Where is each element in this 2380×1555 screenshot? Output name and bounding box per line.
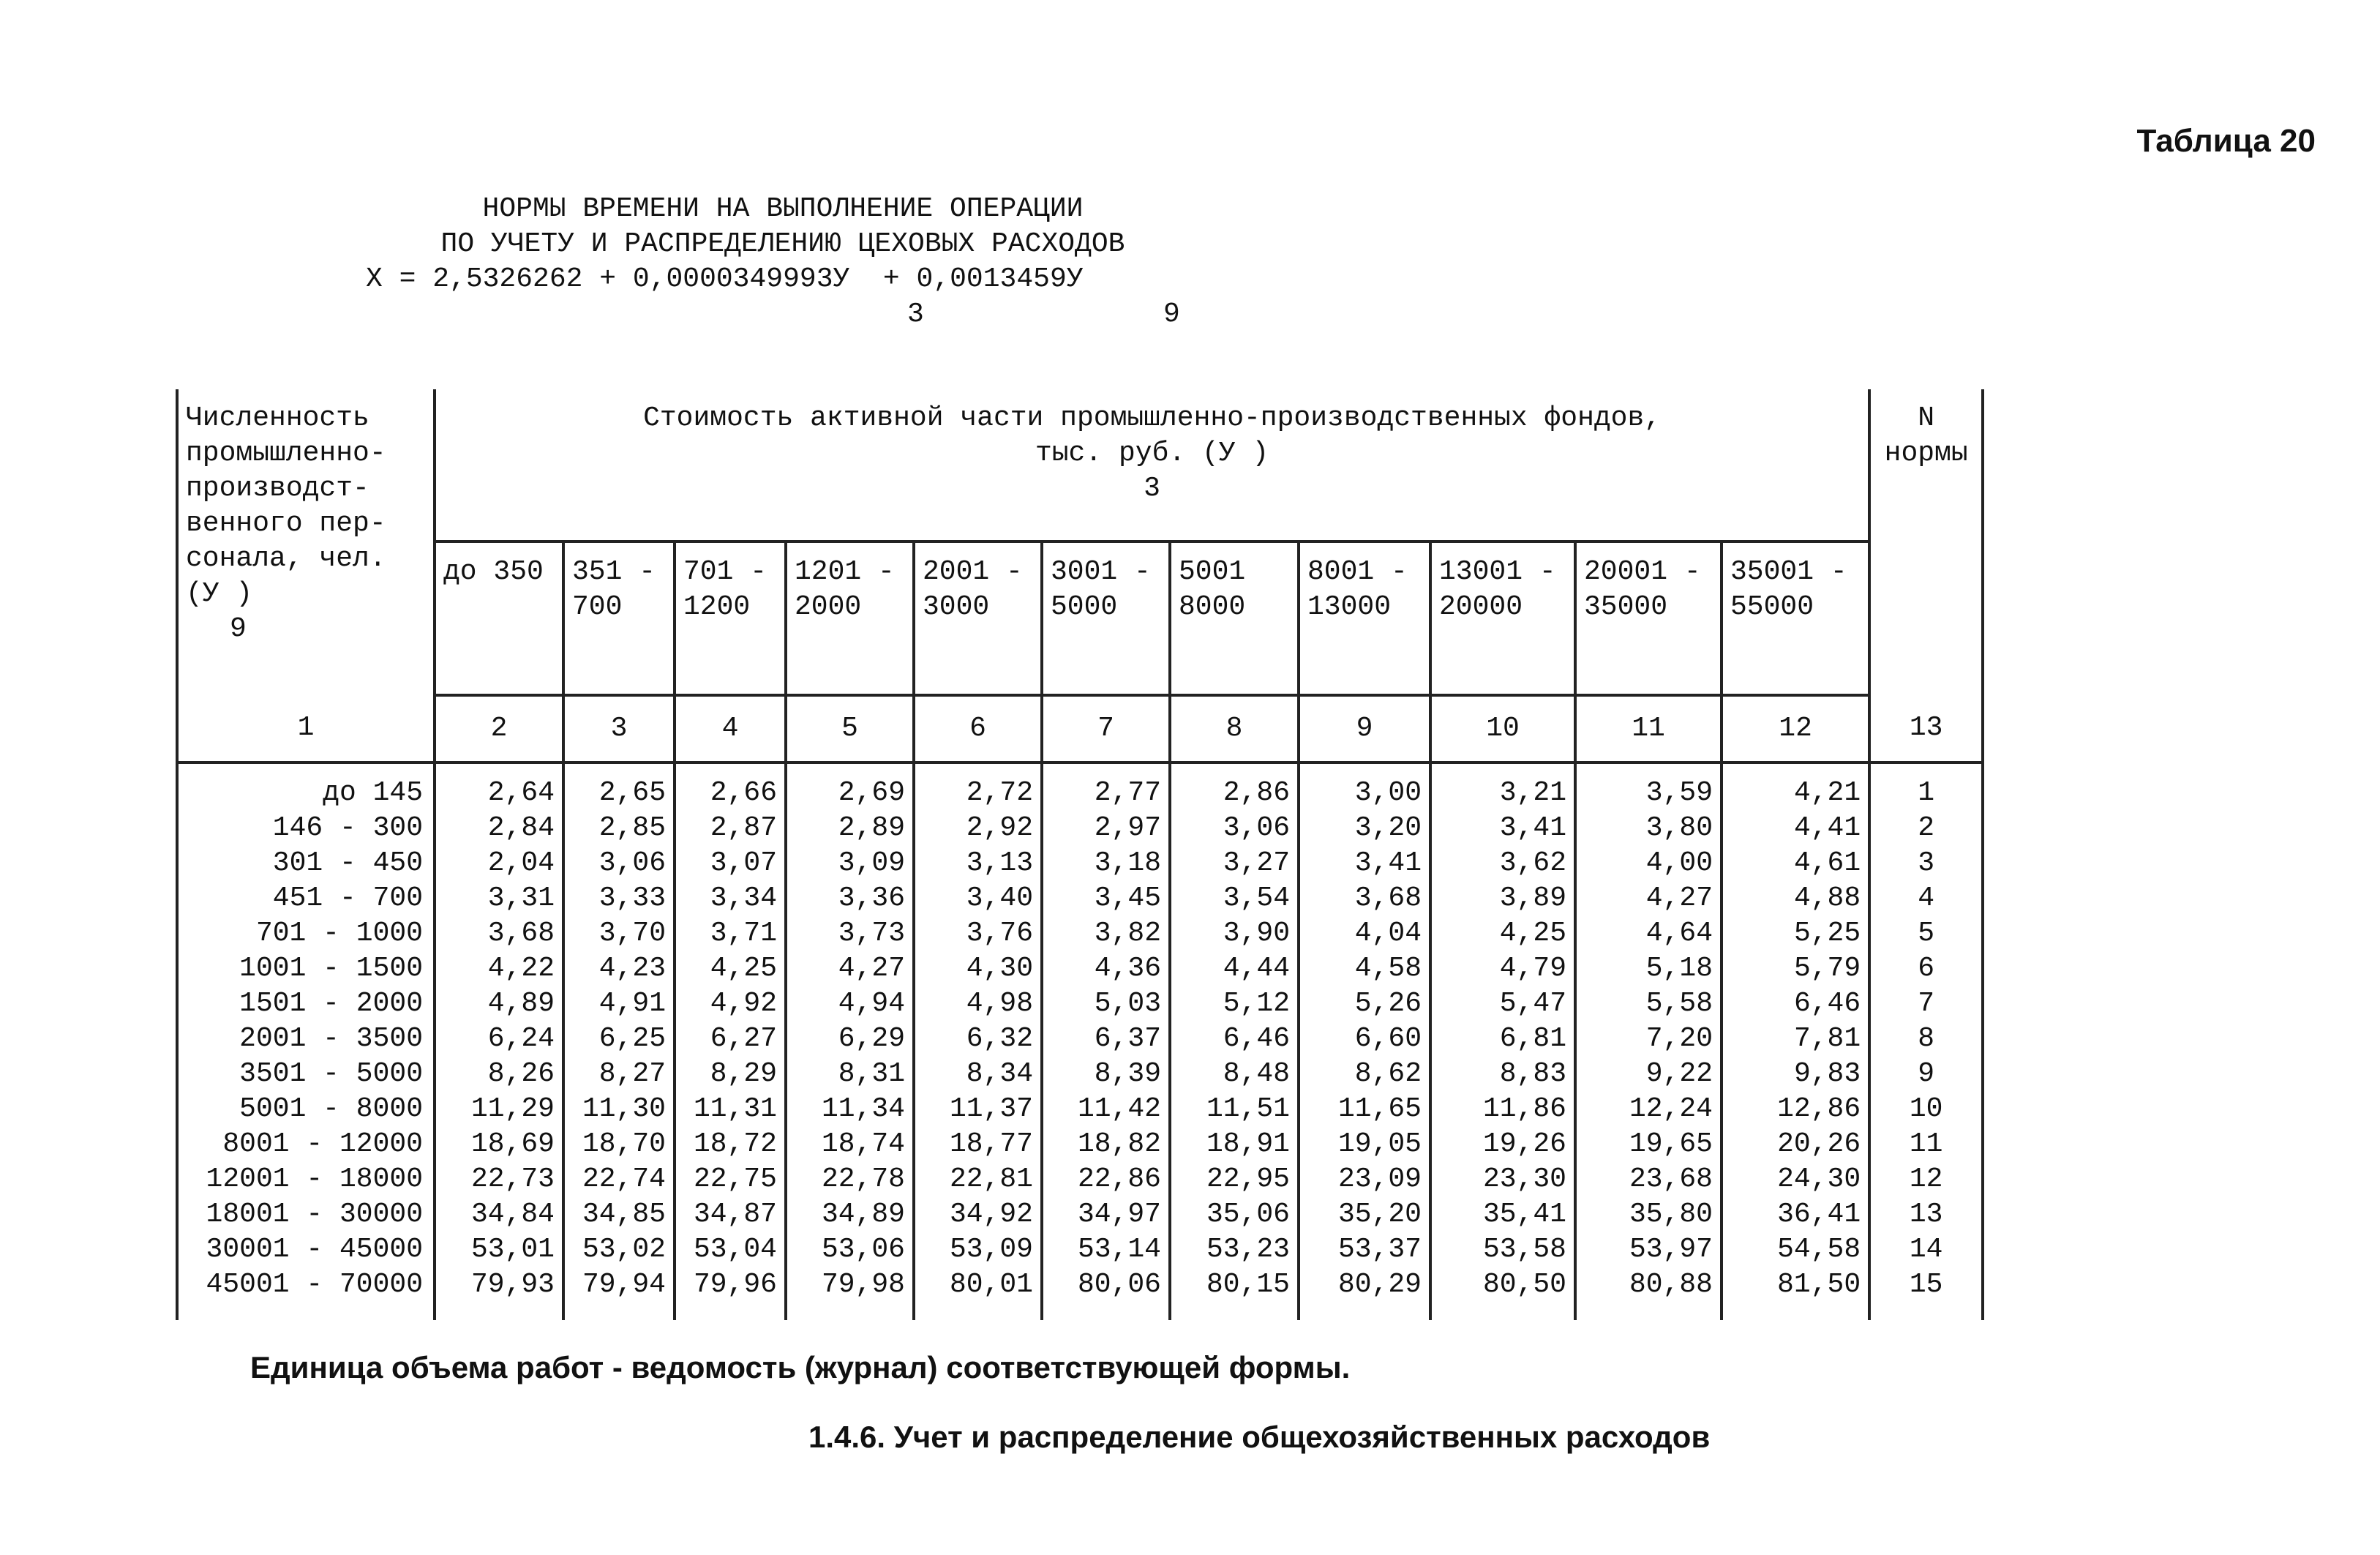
value-cell: 11,86 [1430, 1092, 1575, 1127]
value-cell: 4,41 [1722, 811, 1869, 846]
value-cell: 2,84 [435, 811, 563, 846]
norm-number: 9 [1869, 1057, 1983, 1092]
column-number: 4 [675, 695, 786, 762]
value-cell: 22,75 [675, 1162, 786, 1197]
value-range-header-row [177, 542, 1983, 695]
value-cell: 35,20 [1299, 1197, 1430, 1232]
value-cell: 4,89 [435, 986, 563, 1022]
value-cell: 3,70 [563, 916, 675, 951]
value-cell: 53,02 [563, 1232, 675, 1267]
value-cell: 4,36 [1042, 951, 1170, 986]
value-cell: 4,92 [675, 986, 786, 1022]
column-number: 3 [563, 695, 675, 762]
value-cell: 53,37 [1299, 1232, 1430, 1267]
column-number: 8 [1170, 695, 1299, 762]
value-cell: 22,78 [786, 1162, 914, 1197]
table-row [177, 1197, 1983, 1232]
value-cell: 19,26 [1430, 1127, 1575, 1162]
value-cell: 23,68 [1575, 1162, 1722, 1197]
value-cell: 24,30 [1722, 1162, 1869, 1197]
norm-number: 3 [1869, 846, 1983, 881]
row-label: 30001 - 45000 [177, 1232, 435, 1267]
value-cell: 3,76 [914, 916, 1042, 951]
table-row [177, 846, 1983, 881]
value-cell: 4,23 [563, 951, 675, 986]
row-label: 3501 - 5000 [177, 1057, 435, 1092]
value-cell: 8,83 [1430, 1057, 1575, 1092]
value-cell: 80,88 [1575, 1267, 1722, 1320]
value-cell: 11,34 [786, 1092, 914, 1127]
value-cell: 53,58 [1430, 1232, 1575, 1267]
value-cell: 4,44 [1170, 951, 1299, 986]
value-cell: 3,90 [1170, 916, 1299, 951]
value-cell: 6,46 [1722, 986, 1869, 1022]
value-cell: 53,01 [435, 1232, 563, 1267]
value-range-header: 5001 8000 [1170, 542, 1299, 695]
value-cell: 35,06 [1170, 1197, 1299, 1232]
value-cell: 53,04 [675, 1232, 786, 1267]
value-cell: 36,41 [1722, 1197, 1869, 1232]
value-cell: 4,00 [1575, 846, 1722, 881]
value-cell: 3,13 [914, 846, 1042, 881]
value-cell: 2,86 [1170, 762, 1299, 811]
table-row [177, 916, 1983, 951]
value-cell: 4,22 [435, 951, 563, 986]
value-cell: 23,09 [1299, 1162, 1430, 1197]
value-cell: 22,81 [914, 1162, 1042, 1197]
value-range-header: 351 - 700 [563, 542, 675, 695]
value-cell: 2,65 [563, 762, 675, 811]
value-header-line-1: Стоимость активной части промышленно-производственных фондов, [643, 402, 1662, 434]
column-number: 7 [1042, 695, 1170, 762]
column-number: 5 [786, 695, 914, 762]
value-cell: 18,82 [1042, 1127, 1170, 1162]
value-cell: 3,71 [675, 916, 786, 951]
value-cell: 3,09 [786, 846, 914, 881]
row-header-text: Численность промышленно-производст-венного пер-сонала, чел. (У ) [186, 402, 386, 610]
value-cell: 34,89 [786, 1197, 914, 1232]
value-header-line-2: тыс. руб. (У ) [1035, 438, 1269, 469]
row-label: до 145 [177, 762, 435, 811]
column-number: 2 [435, 695, 563, 762]
row-label: 451 - 700 [177, 881, 435, 916]
value-cell: 34,97 [1042, 1197, 1170, 1232]
norm-number: 7 [1869, 986, 1983, 1022]
value-cell: 80,06 [1042, 1267, 1170, 1320]
value-cell: 3,82 [1042, 916, 1170, 951]
value-cell: 3,33 [563, 881, 675, 916]
table-row [177, 1057, 1983, 1092]
value-cell: 4,25 [1430, 916, 1575, 951]
value-cell: 5,18 [1575, 951, 1722, 986]
table-row [177, 1127, 1983, 1162]
value-cell: 22,86 [1042, 1162, 1170, 1197]
value-cell: 6,32 [914, 1022, 1042, 1057]
norm-number: 1 [1869, 762, 1983, 811]
value-cell: 53,97 [1575, 1232, 1722, 1267]
value-cell: 6,46 [1170, 1022, 1299, 1057]
value-cell: 2,85 [563, 811, 675, 846]
row-label: 12001 - 18000 [177, 1162, 435, 1197]
value-cell: 4,21 [1722, 762, 1869, 811]
value-cell: 3,68 [1299, 881, 1430, 916]
value-cell: 6,29 [786, 1022, 914, 1057]
value-cell: 2,72 [914, 762, 1042, 811]
table-row [177, 1267, 1983, 1320]
value-cell: 4,98 [914, 986, 1042, 1022]
value-range-header: 13001 - 20000 [1430, 542, 1575, 695]
row-header-subscript: 9 [230, 613, 247, 645]
norms-table [176, 389, 1984, 1320]
value-cell: 2,77 [1042, 762, 1170, 811]
value-cell: 19,65 [1575, 1127, 1722, 1162]
value-cell: 80,01 [914, 1267, 1042, 1320]
value-header-subscript: 3 [1144, 473, 1160, 504]
value-cell: 3,54 [1170, 881, 1299, 916]
norm-number: 6 [1869, 951, 1983, 986]
row-header-cell [177, 389, 435, 695]
table-heading [366, 192, 1200, 332]
value-cell: 3,20 [1299, 811, 1430, 846]
value-cell: 34,87 [675, 1197, 786, 1232]
value-range-header: 35001 - 55000 [1722, 542, 1869, 695]
row-label: 2001 - 3500 [177, 1022, 435, 1057]
value-cell: 79,94 [563, 1267, 675, 1320]
table-label: Таблица 20 [2136, 123, 2316, 159]
value-cell: 5,47 [1430, 986, 1575, 1022]
section-title: 1.4.6. Учет и распределение общехозяйственных расходов [808, 1420, 1711, 1454]
value-cell: 4,58 [1299, 951, 1430, 986]
value-cell: 3,21 [1430, 762, 1575, 811]
value-cell: 11,51 [1170, 1092, 1299, 1127]
value-range-header: 1201 - 2000 [786, 542, 914, 695]
table-row [177, 951, 1983, 986]
value-cell: 18,72 [675, 1127, 786, 1162]
value-cell: 23,30 [1430, 1162, 1575, 1197]
value-cell: 18,91 [1170, 1127, 1299, 1162]
value-cell: 3,40 [914, 881, 1042, 916]
table-row [177, 1022, 1983, 1057]
value-cell: 8,26 [435, 1057, 563, 1092]
value-cell: 19,05 [1299, 1127, 1430, 1162]
table-row [177, 1232, 1983, 1267]
value-cell: 3,62 [1430, 846, 1575, 881]
value-cell: 3,59 [1575, 762, 1722, 811]
table-row [177, 762, 1983, 811]
value-range-header: 2001 - 3000 [914, 542, 1042, 695]
value-cell: 8,34 [914, 1057, 1042, 1092]
value-cell: 3,07 [675, 846, 786, 881]
norm-number: 5 [1869, 916, 1983, 951]
row-label: 1001 - 1500 [177, 951, 435, 986]
value-cell: 4,04 [1299, 916, 1430, 951]
value-cell: 8,29 [675, 1057, 786, 1092]
value-cell: 22,74 [563, 1162, 675, 1197]
value-cell: 11,29 [435, 1092, 563, 1127]
value-cell: 3,80 [1575, 811, 1722, 846]
norm-header-cell [1869, 389, 1983, 695]
column-number: 13 [1869, 695, 1983, 762]
value-cell: 6,60 [1299, 1022, 1430, 1057]
value-cell: 53,14 [1042, 1232, 1170, 1267]
norm-number: 13 [1869, 1197, 1983, 1232]
value-cell: 8,48 [1170, 1057, 1299, 1092]
value-cell: 7,81 [1722, 1022, 1869, 1057]
value-range-header: 3001 - 5000 [1042, 542, 1170, 695]
norm-number: 10 [1869, 1092, 1983, 1127]
heading-line-1: НОРМЫ ВРЕМЕНИ НА ВЫПОЛНЕНИЕ ОПЕРАЦИИ [482, 193, 1084, 225]
norm-number: 15 [1869, 1267, 1983, 1320]
row-label: 5001 - 8000 [177, 1092, 435, 1127]
value-range-header: 8001 - 13000 [1299, 542, 1430, 695]
formula-subscripts [366, 297, 1200, 332]
value-cell: 3,34 [675, 881, 786, 916]
value-cell: 79,98 [786, 1267, 914, 1320]
value-cell: 12,24 [1575, 1092, 1722, 1127]
value-cell: 11,31 [675, 1092, 786, 1127]
value-cell: 3,45 [1042, 881, 1170, 916]
value-cell: 18,69 [435, 1127, 563, 1162]
value-cell: 2,69 [786, 762, 914, 811]
value-cell: 5,25 [1722, 916, 1869, 951]
table-row [177, 1162, 1983, 1197]
value-cell: 6,25 [563, 1022, 675, 1057]
value-cell: 22,95 [1170, 1162, 1299, 1197]
row-label: 301 - 450 [177, 846, 435, 881]
value-cell: 2,64 [435, 762, 563, 811]
value-cell: 4,25 [675, 951, 786, 986]
value-cell: 34,84 [435, 1197, 563, 1232]
value-cell: 9,22 [1575, 1057, 1722, 1092]
value-cell: 6,24 [435, 1022, 563, 1057]
value-cell: 80,50 [1430, 1267, 1575, 1320]
value-cell: 3,06 [563, 846, 675, 881]
formula-subscript-1: 3 [907, 299, 924, 330]
value-cell: 34,85 [563, 1197, 675, 1232]
row-label: 701 - 1000 [177, 916, 435, 951]
value-cell: 5,79 [1722, 951, 1869, 986]
unit-note: Единица объема работ - ведомость (журнал) соответствующей формы. [250, 1350, 1351, 1384]
value-cell: 3,18 [1042, 846, 1170, 881]
value-header-cell [435, 389, 1869, 542]
value-cell: 22,73 [435, 1162, 563, 1197]
value-cell: 53,09 [914, 1232, 1042, 1267]
value-cell: 5,12 [1170, 986, 1299, 1022]
value-cell: 3,41 [1430, 811, 1575, 846]
value-cell: 3,68 [435, 916, 563, 951]
value-cell: 11,65 [1299, 1092, 1430, 1127]
table-row [177, 811, 1983, 846]
value-cell: 3,73 [786, 916, 914, 951]
norm-number: 2 [1869, 811, 1983, 846]
value-cell: 4,91 [563, 986, 675, 1022]
norm-header-text: N нормы [1884, 402, 1968, 469]
value-cell: 4,61 [1722, 846, 1869, 881]
value-cell: 4,30 [914, 951, 1042, 986]
value-cell: 35,80 [1575, 1197, 1722, 1232]
value-cell: 6,27 [675, 1022, 786, 1057]
value-cell: 18,77 [914, 1127, 1042, 1162]
value-cell: 4,27 [1575, 881, 1722, 916]
value-cell: 2,04 [435, 846, 563, 881]
row-label: 8001 - 12000 [177, 1127, 435, 1162]
value-range-header: 701 - 1200 [675, 542, 786, 695]
heading-formula: Х = 2,5326262 + 0,0000349993У + 0,0013459У [366, 263, 1084, 295]
value-cell: 9,83 [1722, 1057, 1869, 1092]
value-cell: 6,37 [1042, 1022, 1170, 1057]
value-cell: 18,74 [786, 1127, 914, 1162]
row-label: 146 - 300 [177, 811, 435, 846]
value-cell: 18,70 [563, 1127, 675, 1162]
value-range-header: до 350 [435, 542, 563, 695]
norm-number: 8 [1869, 1022, 1983, 1057]
norm-number: 4 [1869, 881, 1983, 916]
norm-number: 12 [1869, 1162, 1983, 1197]
table-row [177, 1092, 1983, 1127]
value-cell: 5,03 [1042, 986, 1170, 1022]
value-cell: 79,93 [435, 1267, 563, 1320]
norm-number: 11 [1869, 1127, 1983, 1162]
column-number: 10 [1430, 695, 1575, 762]
column-number: 12 [1722, 695, 1869, 762]
value-cell: 81,50 [1722, 1267, 1869, 1320]
value-cell: 4,88 [1722, 881, 1869, 916]
value-cell: 3,89 [1430, 881, 1575, 916]
value-cell: 4,79 [1430, 951, 1575, 986]
value-cell: 8,39 [1042, 1057, 1170, 1092]
value-cell: 80,15 [1170, 1267, 1299, 1320]
value-cell: 2,66 [675, 762, 786, 811]
row-label: 18001 - 30000 [177, 1197, 435, 1232]
row-label: 1501 - 2000 [177, 986, 435, 1022]
value-cell: 53,23 [1170, 1232, 1299, 1267]
value-cell: 11,30 [563, 1092, 675, 1127]
value-cell: 3,31 [435, 881, 563, 916]
value-cell: 2,87 [675, 811, 786, 846]
value-cell: 2,89 [786, 811, 914, 846]
value-cell: 4,64 [1575, 916, 1722, 951]
value-cell: 7,20 [1575, 1022, 1722, 1057]
value-cell: 2,97 [1042, 811, 1170, 846]
value-cell: 35,41 [1430, 1197, 1575, 1232]
table-row [177, 881, 1983, 916]
norm-number: 14 [1869, 1232, 1983, 1267]
value-cell: 6,81 [1430, 1022, 1575, 1057]
column-number: 11 [1575, 695, 1722, 762]
value-range-header: 20001 - 35000 [1575, 542, 1722, 695]
value-cell: 79,96 [675, 1267, 786, 1320]
value-cell: 20,26 [1722, 1127, 1869, 1162]
value-cell: 4,94 [786, 986, 914, 1022]
heading-line-2: ПО УЧЕТУ И РАСПРЕДЕЛЕНИЮ ЦЕХОВЫХ РАСХОДОВ [440, 228, 1125, 260]
value-cell: 5,58 [1575, 986, 1722, 1022]
value-cell: 80,29 [1299, 1267, 1430, 1320]
row-label: 45001 - 70000 [177, 1267, 435, 1320]
value-cell: 53,06 [786, 1232, 914, 1267]
column-number: 6 [914, 695, 1042, 762]
value-cell: 34,92 [914, 1197, 1042, 1232]
value-cell: 8,31 [786, 1057, 914, 1092]
value-cell: 5,26 [1299, 986, 1430, 1022]
value-cell: 11,37 [914, 1092, 1042, 1127]
value-cell: 3,00 [1299, 762, 1430, 811]
value-cell: 8,27 [563, 1057, 675, 1092]
value-cell: 3,27 [1170, 846, 1299, 881]
value-cell: 12,86 [1722, 1092, 1869, 1127]
value-cell: 3,06 [1170, 811, 1299, 846]
value-cell: 2,92 [914, 811, 1042, 846]
value-cell: 54,58 [1722, 1232, 1869, 1267]
value-cell: 3,41 [1299, 846, 1430, 881]
value-cell: 11,42 [1042, 1092, 1170, 1127]
table-row [177, 986, 1983, 1022]
column-number: 1 [177, 695, 435, 762]
value-cell: 3,36 [786, 881, 914, 916]
value-cell: 8,62 [1299, 1057, 1430, 1092]
column-number: 9 [1299, 695, 1430, 762]
column-number-row [177, 695, 1983, 762]
table-body [177, 762, 1983, 1320]
value-cell: 4,27 [786, 951, 914, 986]
formula-subscript-2: 9 [1163, 299, 1180, 330]
